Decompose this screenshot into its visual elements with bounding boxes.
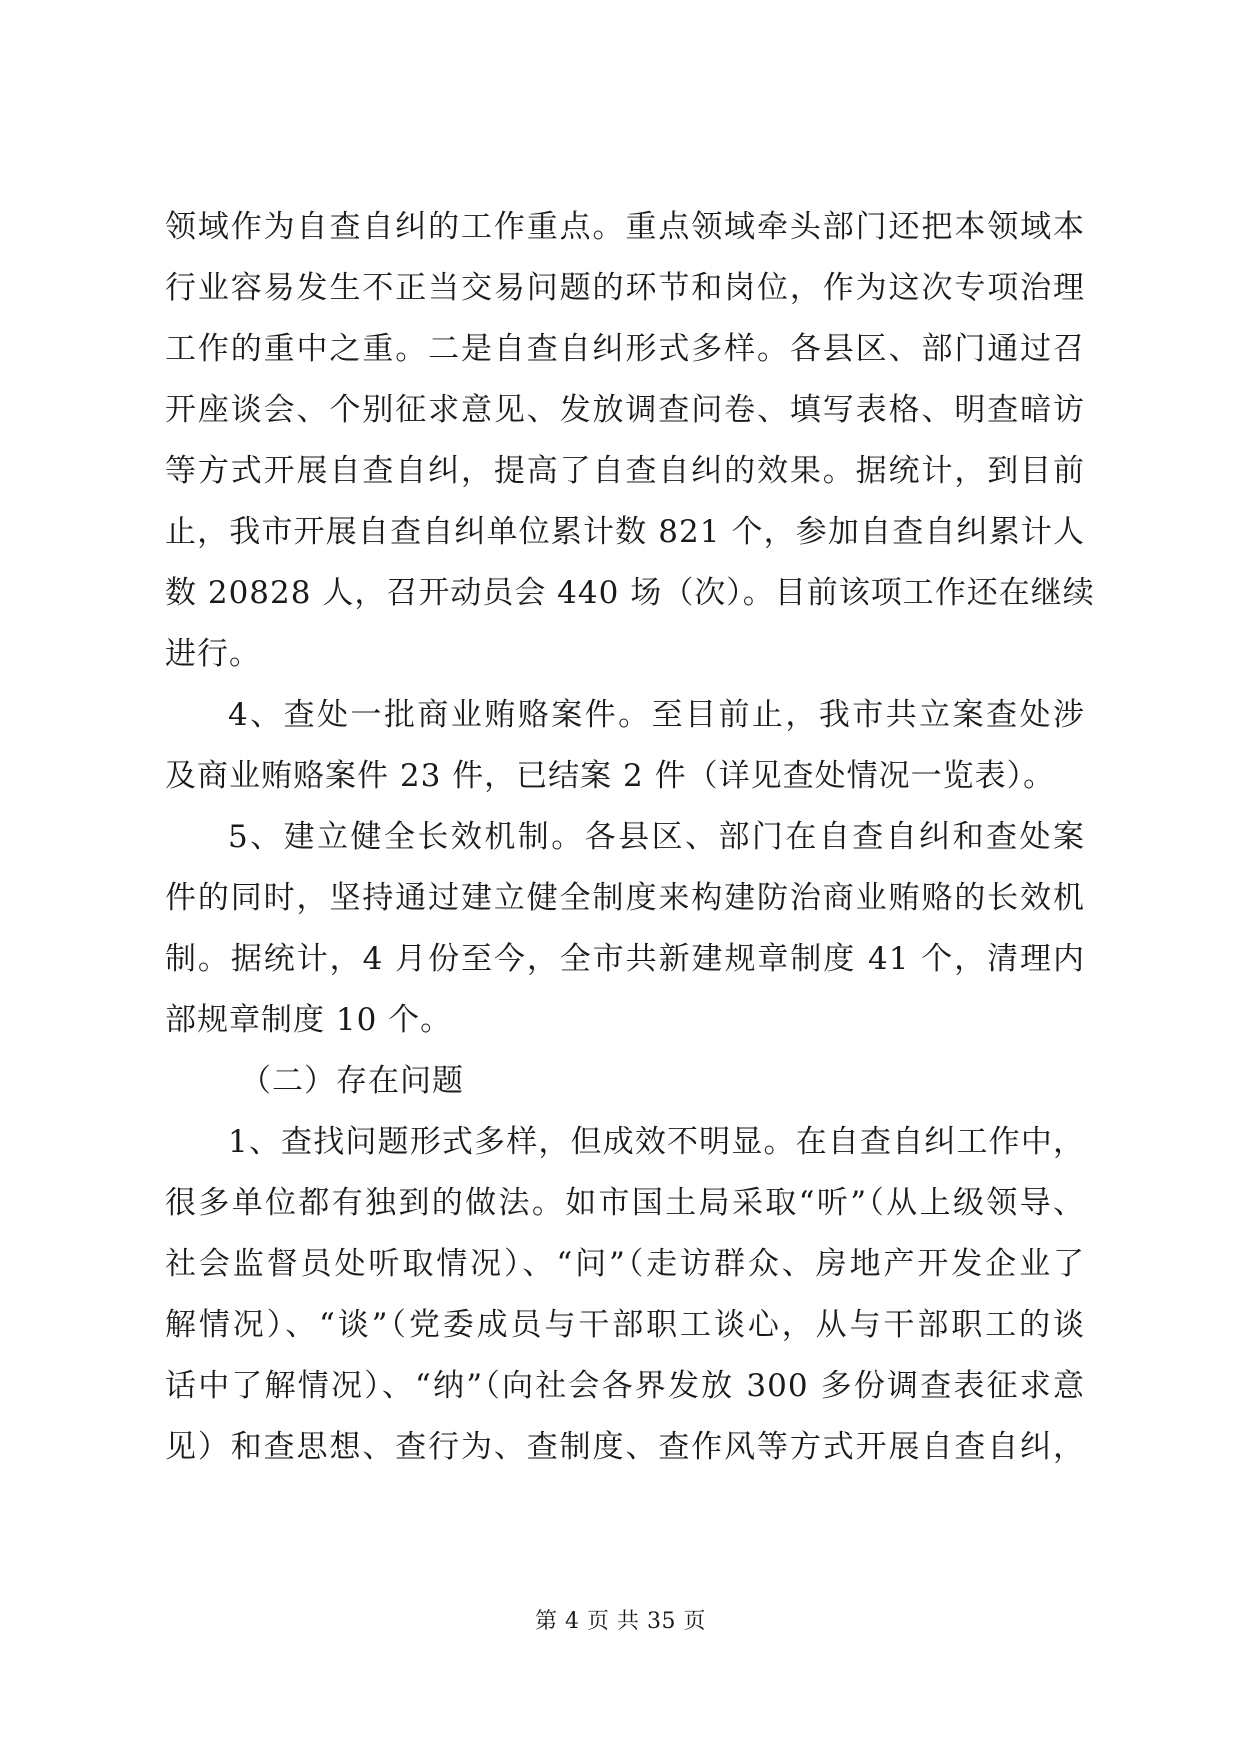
body-line: 进行。 [165,636,261,672]
body-line: 话中了解情况）、“纳”（向社会各界发放 300 多份调查表征求意 [165,1368,1085,1404]
body-line: 社会监督员处听取情况）、“问”（走访群众、房地产开发企业了 [165,1246,1085,1282]
section-heading: （二）存在问题 [240,1063,464,1099]
paragraph-start-line: 1、查找问题形式多样，但成效不明显。在自查自纠工作中， [228,1124,1085,1160]
body-line: 见）和查思想、查行为、查制度、查作风等方式开展自查自纠， [165,1429,1085,1465]
page-number-footer: 第 4 页 共 35 页 [535,1609,706,1634]
body-line: 止，我市开展自查自纠单位累计数 821 个，参加自查自纠累计人 [165,514,1085,550]
paragraph-start-line: 5、建立健全长效机制。各县区、部门在自查自纠和查处案 [228,819,1085,855]
body-line: 领域作为自查自纠的工作重点。重点领域牵头部门还把本领域本 [165,209,1085,245]
body-line: 解情况）、“谈”（党委成员与干部职工谈心，从与干部职工的谈 [165,1307,1085,1343]
body-line: 数 20828 人，召开动员会 440 场（次）。目前该项工作还在继续 [165,575,1095,611]
body-line: 工作的重中之重。二是自查自纠形式多样。各县区、部门通过召 [165,331,1085,367]
paragraph-start-line: 4、查处一批商业贿赂案件。至目前止，我市共立案查处涉 [228,697,1085,733]
body-line: 等方式开展自查自纠，提高了自查自纠的效果。据统计，到目前 [165,453,1085,489]
body-line: 及商业贿赂案件 23 件，已结案 2 件（详见查处情况一览表）。 [165,758,1056,794]
body-line: 部规章制度 10 个。 [165,1002,453,1038]
body-line: 制。据统计，4 月份至今，全市共新建规章制度 41 个，清理内 [165,941,1085,977]
body-line: 行业容易发生不正当交易问题的环节和岗位，作为这次专项治理 [165,270,1085,306]
body-line: 开座谈会、个别征求意见、发放调查问卷、填写表格、明查暗访 [165,392,1085,428]
body-line: 件的同时，坚持通过建立健全制度来构建防治商业贿赂的长效机 [165,880,1085,916]
body-line: 很多单位都有独到的做法。如市国土局采取“听”（从上级领导、 [165,1185,1085,1221]
